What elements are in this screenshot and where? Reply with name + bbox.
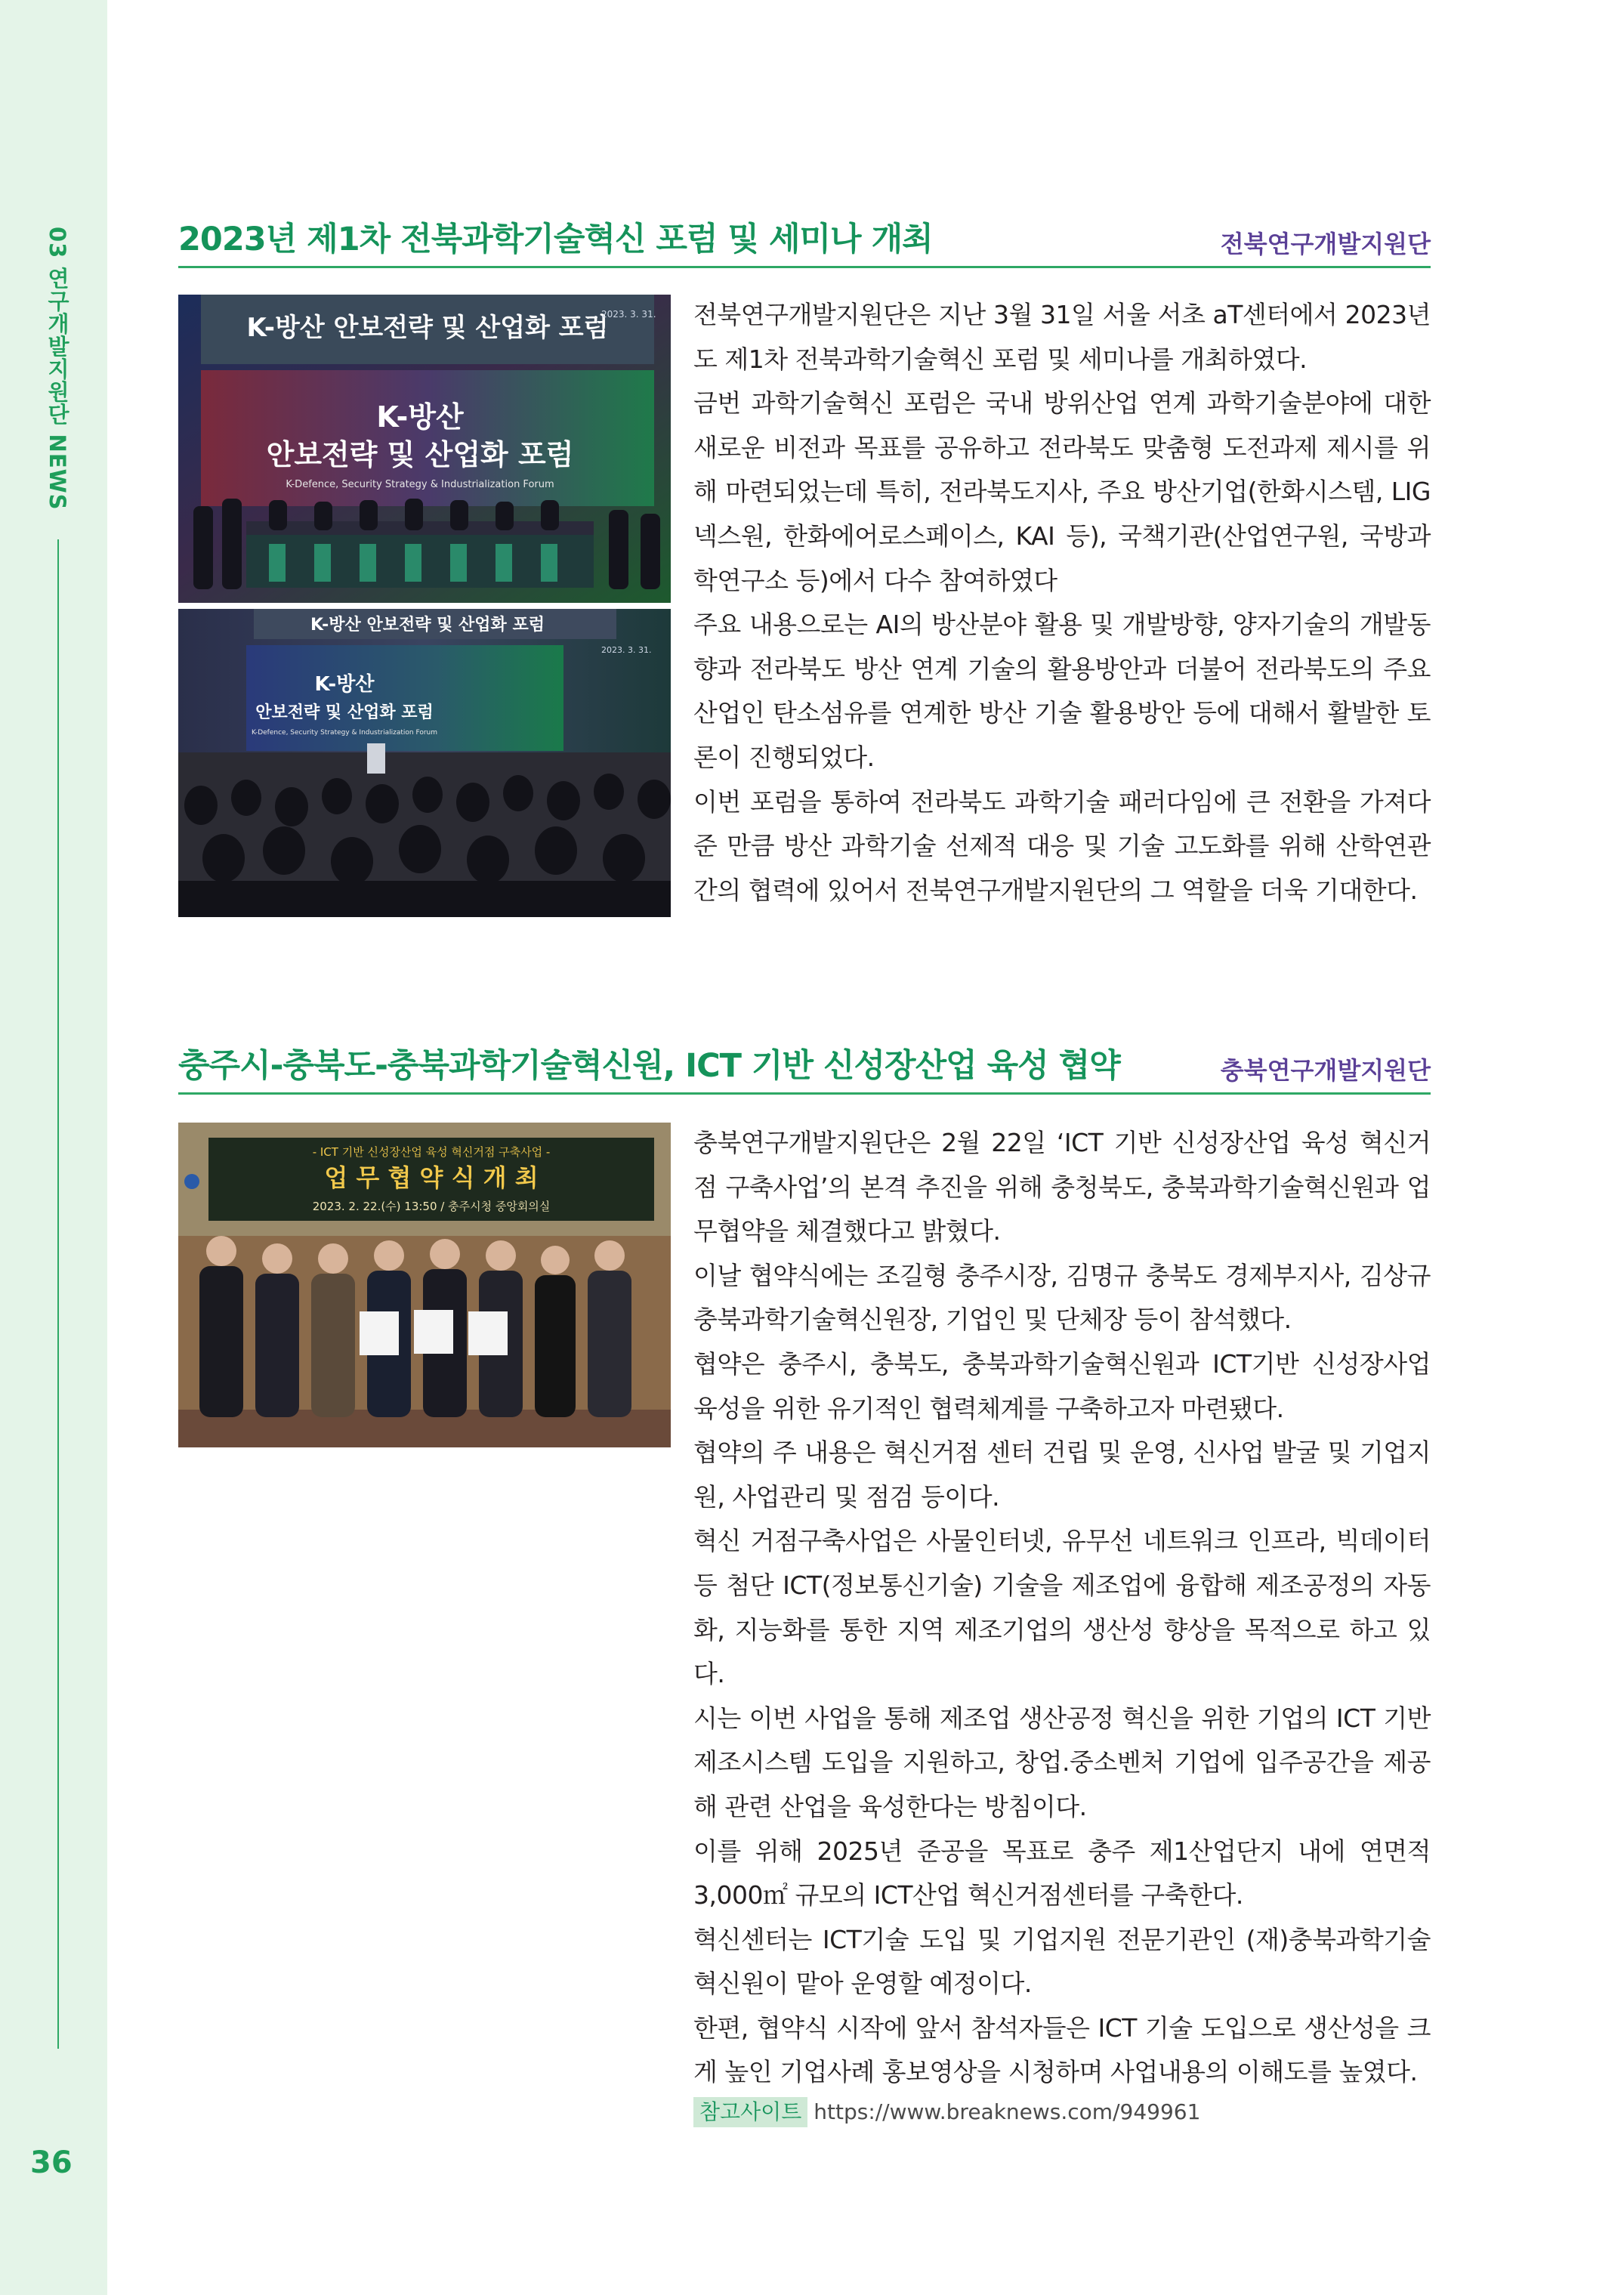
reference-line <box>693 2097 1200 2127</box>
article1-header <box>178 219 1431 268</box>
side-divider <box>57 539 59 2049</box>
article2-header <box>178 1046 1431 1095</box>
photo1-banner: K-방산 안보전략 및 산업화 포럼 <box>246 313 609 343</box>
reference-label: 참고사이트 <box>693 2097 807 2127</box>
article1-body <box>693 293 1431 913</box>
reference-url[interactable]: https://www.breaknews.com/949961 <box>814 2099 1201 2124</box>
page-number: 36 <box>30 2145 73 2180</box>
article2-paragraph: 혁신 거점구축사업은 사물인터넷, 유무선 네트워크 인프라, 빅데이터 등 첨단 ICT(정보통신기술) 기술을 제조업에 융합해 제조공정의 자동화, 지능화를 통한 지역 제조기업의 생산성 향상을 목적으로 하고 있다. <box>693 1526 1431 1689</box>
photo2-screen-title-2: 안보전략 및 산업화 포럼 <box>255 703 434 722</box>
photo2-banner: K-방산 안보전략 및 산업화 포럼 <box>310 616 545 635</box>
article2-paragraph: 이날 협약식에는 조길형 충주시장, 김명규 충북도 경제부지사, 김상규 충북과학기술혁신원장, 기업인 및 단체장 등이 참석했다. <box>693 1260 1431 1335</box>
article2-paragraph: 시는 이번 사업을 통해 제조업 생산공정 혁신을 위한 기업의 ICT 기반 제조시스템 도입을 지원하고, 창업.중소벤처 기업에 입주공간을 제공해 관련 산업을 육성한다는 방침이다. <box>693 1703 1431 1821</box>
article1-department: 전북연구개발지원단 <box>1220 230 1431 258</box>
photo2-screen-title-1: K-방산 <box>314 673 375 696</box>
article1-paragraph: 금번 과학기술혁신 포럼은 국내 방위산업 연계 과학기술분야에 대한 새로운 비전과 목표를 공유하고 전라북도 맞춤형 도전과제 제시를 위해 마련되었는데 특히, 전라북도지사, 주요 방산기업(한화시스템, LIG 넥스원, 한화에어로스페이스, KAI 등), 국책기관(산업연구원, 국방과학연구소 등)에서 다수 참여하였다 <box>693 388 1431 595</box>
article1-paragraph: 주요 내용으로는 AI의 방산분야 활용 및 개발방향, 양자기술의 개발동향과 전라북도 방산 연계 기술의 활용방안과 더불어 전라북도의 주요 산업인 탄소섬유를 연계한 방산 기술 활용방안 등에 대해서 활발한 토론이 진행되었다. <box>693 610 1431 772</box>
article2-department: 충북연구개발지원단 <box>1220 1056 1431 1085</box>
agreement-ceremony-photo <box>178 1123 671 1447</box>
photo3-banner-3: 2023. 2. 22.(수) 13:50 / 충주시청 중앙회의실 <box>312 1200 551 1213</box>
photo1-screen-title-2: 안보전략 및 산업화 포럼 <box>266 438 574 471</box>
article1-paragraph: 이번 포럼을 통하여 전라북도 과학기술 패러다임에 큰 전환을 가져다 준 만큼 방산 과학기술 선제적 대응 및 기술 고도화를 위해 산학연관 간의 협력에 있어서 전북연구개발지원단의 그 역할을 더욱 기대한다. <box>693 786 1431 905</box>
photo1-screen-title-1: K-방산 <box>376 400 464 434</box>
photo2-date: 2023. 3. 31. <box>601 645 652 655</box>
article2-paragraph: 이를 위해 2025년 준공을 목표로 충주 제1산업단지 내에 연면적 3,000㎡ 규모의 ICT산업 혁신거점센터를 구축한다. <box>693 1836 1431 1910</box>
photo1-screen-subtitle: K-Defence, Security Strategy & Industrialization Forum <box>286 479 554 490</box>
article2-paragraph: 충북연구개발지원단은 2월 22일 ‘ICT 기반 신성장산업 육성 혁신거점 구축사업’의 본격 추진을 위해 충청북도, 충북과학기술혁신원과 업무협약을 체결했다고 밝혔다. <box>693 1128 1431 1246</box>
article1-title: 2023년 제1차 전북과학기술혁신 포럼 및 세미나 개최 <box>178 221 933 258</box>
article2-title: 충주시-충북도-충북과학기술혁신원, ICT 기반 신성장산업 육성 협약 <box>178 1047 1120 1085</box>
photo2-screen-subtitle: K-Defence, Security Strategy & Industrialization Forum <box>252 729 437 737</box>
article2-body <box>693 1121 1431 2095</box>
photo3-banner-2: 업 무 협 약 식 개 최 <box>324 1163 539 1192</box>
photo1-date: 2023. 3. 31. <box>601 309 656 320</box>
article2-paragraph: 협약의 주 내용은 혁신거점 센터 건립 및 운영, 신사업 발굴 및 기업지원, 사업관리 및 점검 등이다. <box>693 1438 1431 1512</box>
article2-paragraph: 혁신센터는 ICT기술 도입 및 기업지원 전문기관인 (재)충북과학기술혁신원이 맡아 운영할 예정이다. <box>693 1924 1431 1999</box>
forum-audience-photo <box>178 609 671 917</box>
forum-panel-photo <box>178 295 671 603</box>
photo3-banner-1: - ICT 기반 신성장산업 육성 혁신거점 구축사업 - <box>312 1145 551 1159</box>
article1-paragraph: 전북연구개발지원단은 지난 3월 31일 서울 서초 aT센터에서 2023년도 제1차 전북과학기술혁신 포럼 및 세미나를 개최하였다. <box>693 300 1431 374</box>
section-label: 03 연구개발지원단 NEWS <box>45 227 70 511</box>
article2-paragraph: 한편, 협약식 시작에 앞서 참석자들은 ICT 기술 도입으로 생산성을 크게 높인 기업사례 홍보영상을 시청하며 사업내용의 이해도를 높였다. <box>693 2012 1431 2087</box>
article2-paragraph: 협약은 충주시, 충북도, 충북과학기술혁신원과 ICT기반 신성장사업 육성을 위한 유기적인 협력체계를 구축하고자 마련됐다. <box>693 1348 1431 1423</box>
